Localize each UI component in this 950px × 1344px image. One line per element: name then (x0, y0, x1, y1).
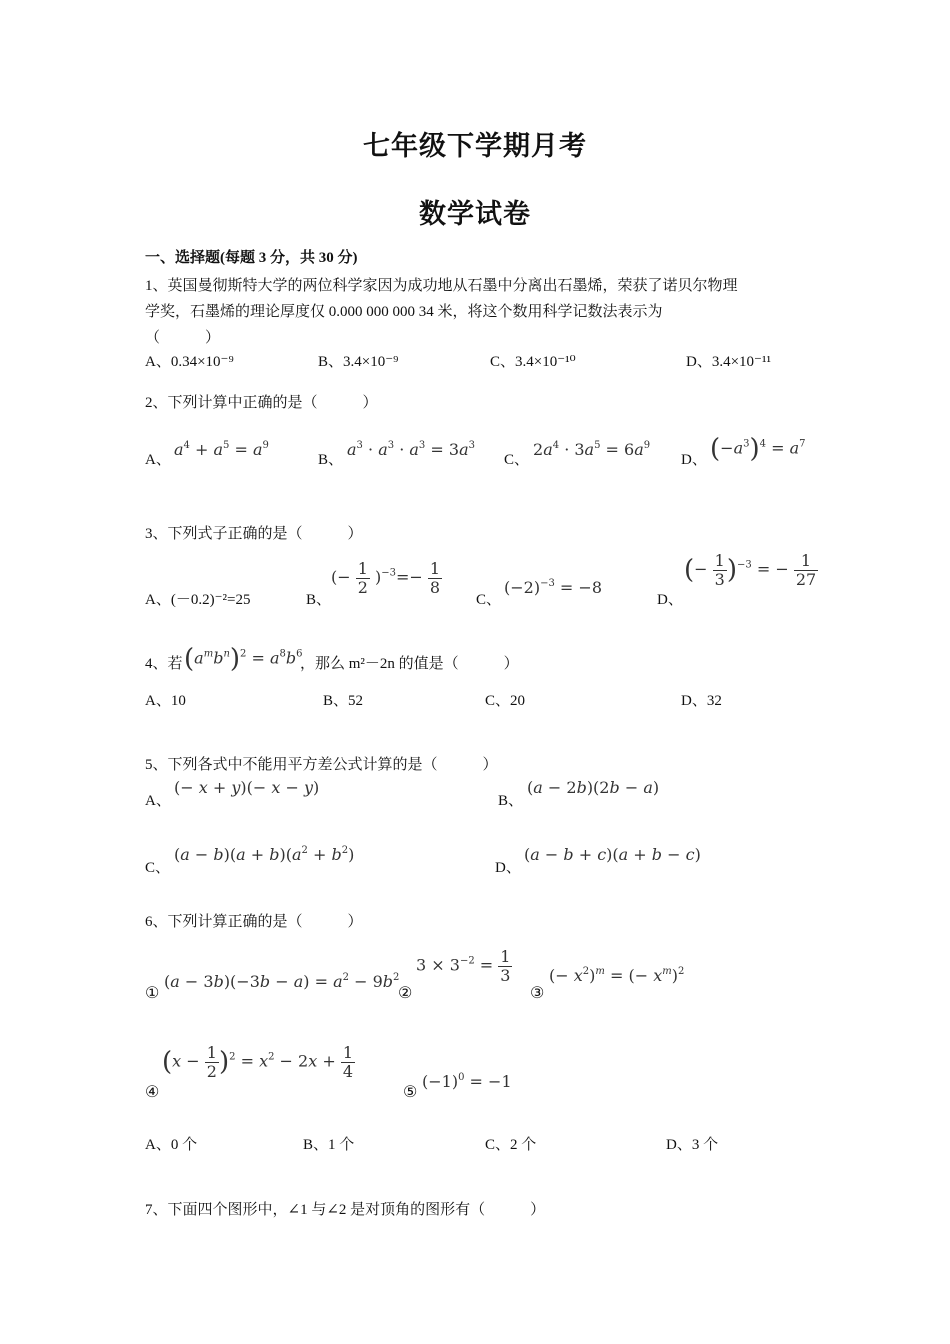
q6-option-c: C、2 个 (485, 1137, 537, 1153)
q3-option-b-formula: (− $\frac{1}{2}$ )$^{-3}$=− $\frac{1}{8}$ (331, 559, 441, 597)
q2-option-b-formula: $a^3 \cdot a^3 \cdot a^3 = 3a^3$ (347, 440, 475, 459)
q6-option-b: B、1 个 (303, 1137, 355, 1153)
q1-option-c: C、3.4×10⁻¹⁰ (490, 354, 576, 370)
q4-formula: $(a^mb^n)^2 = a^8b^6$ (184, 644, 303, 674)
q5-stem: 5、下列各式中不能用平方差公式计算的是（ ） (145, 757, 498, 773)
q6-item-5-formula: $(-1)^0 = -1$ (422, 1072, 512, 1091)
q6-item-3-marker: ③ (530, 985, 545, 1002)
q1-line3: （ ） (145, 330, 221, 346)
q6-item-5-marker: ⑤ (403, 1084, 418, 1101)
q1-line2: 学奖，石墨烯的理论厚度仅 0.000 000 000 34 米，将这个数用科学记数法表示为 (145, 304, 663, 320)
q6-option-a: A、0 个 (145, 1137, 198, 1153)
q6-item-3-formula: (− $x^2)^m$ = (− $x^m)^2$ (549, 966, 685, 985)
q5-option-c-formula: $(a - b)(a + b)(a^2 + b^2)$ (174, 845, 355, 864)
q6-option-d: D、3 个 (666, 1137, 719, 1153)
q2-option-c-label: C、 (504, 452, 530, 468)
q2-option-c-formula: $2a^4 \cdot 3a^5 = 6a^9$ (533, 440, 651, 459)
q6-item-2-formula: $3 \times 3^{-2}$ = $\frac{1}{3}$ (416, 947, 511, 985)
exam-subtitle: 数学试卷 (419, 199, 531, 229)
q1-line1: 1、英国曼彻斯特大学的两位科学家因为成功地从石墨中分离出石墨烯，荣获了诺贝尔物理 (145, 278, 738, 294)
q5-option-b-label: B、 (498, 793, 524, 809)
section-heading: 一、选择题(每题 3 分，共 30 分) (145, 250, 358, 266)
q5-option-d-label: D、 (495, 860, 521, 876)
q1-option-d: D、3.4×10⁻¹¹ (686, 354, 771, 370)
q3-option-a: A、(－0.2)⁻²=25 (145, 592, 251, 608)
q6-item-4-marker: ④ (145, 1084, 160, 1101)
q5-option-a-label: A、 (145, 793, 171, 809)
q2-option-d-label: D、 (681, 452, 707, 468)
q2-option-a-formula: $a^4 + a^5 = a^9$ (174, 440, 269, 459)
q4-option-b: B、52 (323, 693, 364, 709)
q2-option-a-label: A、 (145, 452, 171, 468)
q6-item-4-formula: (x − $\frac{1}{2}$ )$^2 = x^2 - 2x$ + $\frac{1}{4}$ (162, 1043, 354, 1081)
q5-option-a-formula: (− x + y)(− x − y) (174, 778, 320, 797)
q6-item-1-formula: $(a - 3b)(-3b - a) = a^2 - 9b^2$ (164, 972, 400, 991)
q5-option-d-formula: (a − b + c)(a + b − c) (524, 845, 701, 864)
q3-option-d-formula: (− $\frac{1}{3}$ )$^{-3}$ = − $\frac{1}{27}$ (684, 551, 817, 589)
q5-option-c-label: C、 (145, 860, 171, 876)
q3-stem: 3、下列式子正确的是（ ） (145, 526, 363, 542)
q4-prefix: 4、若 (145, 656, 183, 672)
q2-option-b-label: B、 (318, 452, 344, 468)
q3-option-c-formula: $(-2)^{-3} = -8$ (504, 578, 602, 597)
q4-option-d: D、32 (681, 693, 722, 709)
q6-stem: 6、下列计算正确的是（ ） (145, 914, 363, 930)
q4-option-a: A、10 (145, 693, 186, 709)
q5-option-b-formula: (a − 2b)(2b − a) (527, 778, 660, 797)
q3-option-d-label: D、 (657, 592, 683, 608)
q3-option-b-label: B、 (306, 592, 332, 608)
q4-option-c: C、20 (485, 693, 526, 709)
exam-title: 七年级下学期月考 (363, 131, 587, 161)
q1-option-b: B、3.4×10⁻⁹ (318, 354, 399, 370)
q4-suffix: ，那么 m²－2n 的值是（ ） (300, 656, 519, 672)
q7-stem: 7、下面四个图形中，∠1 与∠2 是对顶角的图形有（ ） (145, 1202, 546, 1218)
q6-item-2-marker: ② (398, 985, 413, 1002)
q6-item-1-marker: ① (145, 985, 160, 1002)
q3-option-c-label: C、 (476, 592, 502, 608)
q2-option-d-formula: $(-a^3)^4 = a^7$ (710, 434, 806, 464)
q1-option-a: A、0.34×10⁻⁹ (145, 354, 234, 370)
q2-stem: 2、下列计算中正确的是（ ） (145, 395, 378, 411)
